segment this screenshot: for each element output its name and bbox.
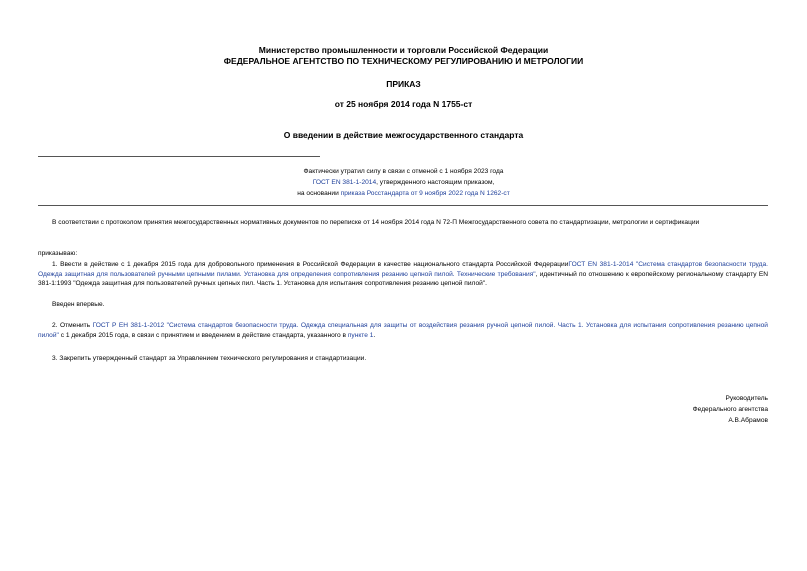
status-note-line3-text: на основании	[297, 190, 341, 197]
separator-top	[38, 156, 320, 157]
item-2-gost-link[interactable]: ГОСТ Р ЕН 381-1-2012 "Система стандартов безопасности труда. Одежда специальная для защиты от воздействия резания ручной цепной пилой. Часть 1. Установка для испытания сопротивления резанию цепной пилой"	[38, 322, 768, 339]
document-date-number: от 25 ноября 2014 года N 1755-ст	[334, 99, 473, 109]
item-3: 3. Закрепить утвержденный стандарт за Управлением технического регулирования и стандартизации.	[52, 355, 367, 362]
item-1-gost-link[interactable]: ГОСТ EN 381-1-2014 "Система стандартов безопасности труда. Одежда защитная для пользователей ручными цепными пилами. Установка для определения сопротивления резанию цепной пилой. Технические требования"	[38, 261, 768, 278]
document-subject: О введении в действие межгосударственного стандарта	[283, 130, 524, 140]
status-note-line2	[0, 177, 807, 188]
item-2-text-c: .	[373, 331, 376, 339]
introduced-first: Введен впервые.	[52, 301, 105, 308]
signature-name: А.В.Абрамов	[728, 417, 768, 424]
item-2-clause-link[interactable]: пункте 1	[347, 331, 374, 339]
separator-bottom	[38, 205, 768, 206]
item-1	[38, 260, 768, 289]
status-note-line2-text: , утвержденного настоящим приказом,	[376, 179, 495, 186]
signature-title-2: Федерального агентства	[692, 406, 768, 413]
status-note-order-link[interactable]: приказа Росстандарта от 9 ноября 2022 года N 1262-ст	[340, 190, 510, 197]
item-2-text-b: с 1 декабря 2015 года, в связи с принятием и введением в действие стандарта, указанного в	[58, 331, 348, 339]
status-note-line3	[0, 188, 807, 199]
order-word: приказываю:	[38, 250, 78, 257]
preamble: В соответствии с протоколом принятия межгосударственных нормативных документов по переписке от 14 ноября 2014 года N 72-П Межгосударственного совета по стандартизации, метрологии и сертификации	[52, 219, 700, 226]
item-1-text-b: , идентичный по отношению к европейскому региональному стандарту EN 381-1:1993 "Одежда защитная для пользователей ручных цепных пил. Часть 1. Установка для испытания сопротивления резанию цепной пилой".	[38, 270, 769, 288]
item-2	[38, 321, 768, 340]
status-note-gost-link[interactable]: ГОСТ EN 381-1-2014	[312, 179, 377, 186]
ministry-name: Министерство промышленности и торговли Российской Федерации	[258, 45, 549, 55]
item-1-text-a: 1. Ввести в действие с 1 декабря 2015 года для добровольного применения в Российской Федерации в качестве национального стандарта Российской Федерации	[52, 261, 569, 268]
item-2-text-a: 2. Отменить	[52, 322, 93, 329]
signature-title-1: Руководитель	[725, 395, 768, 402]
document-type: ПРИКАЗ	[386, 79, 421, 89]
agency-name: ФЕДЕРАЛЬНОЕ АГЕНТСТВО ПО ТЕХНИЧЕСКОМУ РЕГУЛИРОВАНИЮ И МЕТРОЛОГИИ	[223, 56, 584, 66]
status-note-line1: Фактически утратил силу в связи с отменой с 1 ноября 2023 года	[303, 168, 504, 175]
